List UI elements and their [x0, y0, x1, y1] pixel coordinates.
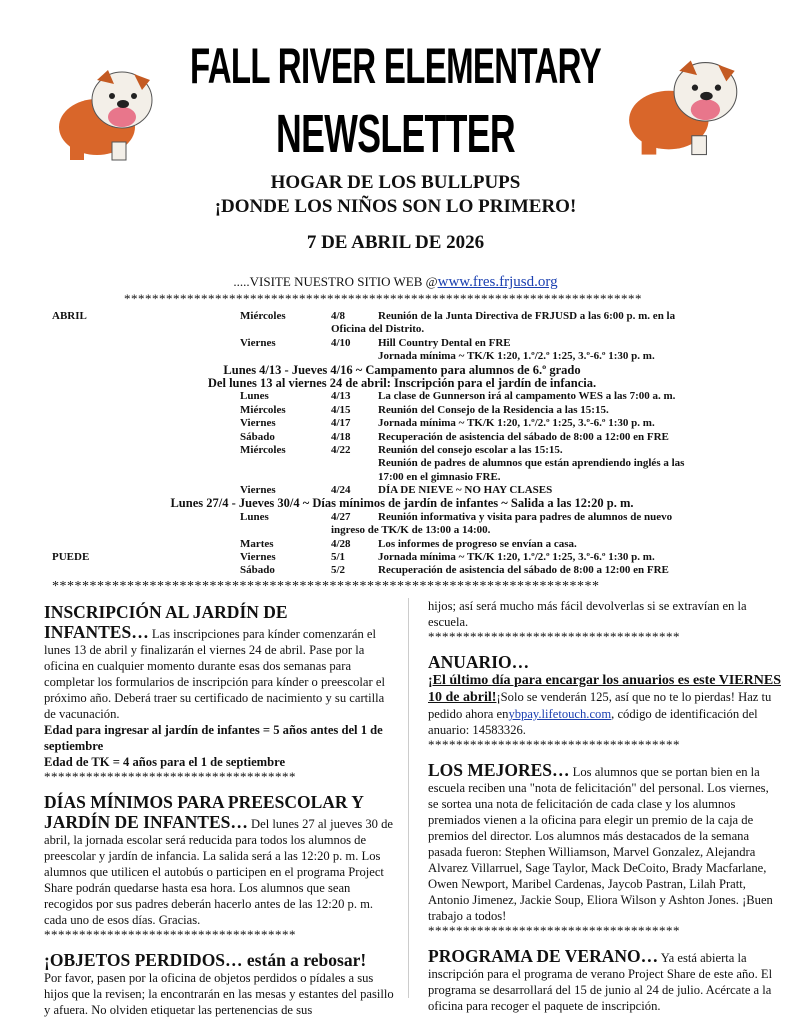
calendar-highlight-line — [52, 364, 752, 377]
calendar-date: 4/10 — [331, 336, 351, 349]
calendar-row — [52, 484, 752, 497]
best-students-heading: LOS MEJORES… — [428, 760, 570, 780]
website-line — [0, 274, 791, 291]
subtitle-home: HOGAR DE LOS BULLPUPS — [270, 172, 521, 193]
calendar-date: 4/18 — [331, 430, 351, 443]
calendar-event: Los informes de progreso se envían a casa. — [378, 537, 577, 550]
yearbook-deadline: ¡El último día para encargar los anuarios es este VIERNES 10 de abril! — [428, 673, 781, 705]
bulldog-mascot-right-icon — [627, 52, 742, 162]
calendar-row — [52, 538, 752, 551]
tk-age: Edad de TK = 4 años para el 1 de septiembre — [44, 755, 286, 769]
lost-found-body: Por favor, pasen por la oficina de objetos perdidos o pídales a sus hijos que la revisen; la encontrarán en las mesas y estantes del pasillo y afuera. No olviden etiquetar las pertenencias de sus — [44, 971, 394, 1017]
calendar-highlight-text: Lunes 27/4 - Jueves 30/4 ~ Días mínimos de jardín de infantes ~ Salida a las 12:20 p. m. — [170, 496, 634, 511]
kinder-heading-1: INSCRIPCIÓN AL JARDÍN DE — [44, 602, 288, 622]
best-students-body: Los alumnos que se portan bien en la escuela reciben una "nota de felicitación" del personal. Los viernes, se sortea una nota de felicitación de cada clase y los alumnos premiados vienen a la oficina para elegir un premio de la caja de premios del director. Los alumnos más destacados de la semana pasada fueron: Stephen Williamson, Marvel Gonzalez, Alejandra Alvarez Villarruel, Sage Taylor, Mack DeCoito, Brady Macfarlane, Owen Newport, Maribel Cardenas, Jaycob Pastran, Lilah Pratt, Antonio Jimenez, Jackie Soup, Eliora Wilson y Ashton Jones. ¡Buen trabajo a todos! — [428, 765, 773, 923]
column-divider — [408, 598, 409, 998]
calendar-date: 4/8 — [331, 310, 346, 322]
calendar-day: Viernes — [240, 551, 276, 564]
divider-stars: ************************************ — [428, 738, 680, 752]
calendar-day: Viernes — [240, 484, 276, 497]
yearbook-body-1: ¡Solo se venderán 125, así que no te lo pierdas! Haz tu pedido ahora en — [428, 690, 772, 721]
calendar-event: DÍA DE NIEVE ~ NO HAY CLASES — [378, 484, 553, 497]
divider-stars: ************************************ — [428, 630, 680, 644]
calendar-day: Lunes — [240, 510, 269, 523]
minimum-days-section — [44, 792, 396, 928]
calendar-day: Viernes — [240, 417, 276, 430]
calendar-row — [52, 323, 752, 336]
calendar-row — [52, 524, 752, 537]
calendar-row — [52, 431, 752, 444]
calendar-date: 4/27 — [331, 510, 351, 523]
yearbook-body-2: , código de identificación del anuario: 14583326. — [428, 707, 758, 737]
minimum-days-body: Del lunes 27 al jueves 30 de abril, la jornada escolar será reducida para todos los alumnos de preescolar y jardín de infancia. La salida será a las 12:20 p. m. Los alumnos que utilicen el autobús o participen en el programa Project Share podrán quedarse hasta esa hora. Los alumnos que sean recogidos por sus padres deberán hacerlo antes de las 12:20 p. m. cada uno de esos días. Gracias. — [44, 817, 394, 927]
bulldog-mascot-left-icon — [52, 62, 162, 167]
calendar-event: Jornada mínima ~ TK/K 1:20, 1.º/2.º 1:25, 3.º-6.º 1:30 p. m. — [378, 551, 655, 564]
newsletter-title-line1: FALL RIVER ELEMENTARY — [190, 38, 601, 94]
kinder-section — [44, 602, 396, 722]
kinder-body: Las inscripciones para kínder comenzarán el lunes 13 de abril y finalizarán el viernes 24 de abril. Pase por la oficina en cualquier momento durante esas dos semanas para completar los formularios de inscripción para kínder o preescolar el próximo año. Deberá traer su certificado de nacimiento y su cartilla de vacunación. — [44, 627, 385, 721]
calendar-day: Sábado — [240, 564, 275, 577]
calendar-event: La clase de Gunnerson irá al campamento WES a las 7:00 a. m. — [378, 390, 676, 403]
calendar-row — [52, 551, 752, 564]
calendar-day: Lunes — [240, 390, 269, 403]
calendar-row — [52, 350, 752, 363]
calendar-date: 4/17 — [331, 417, 351, 430]
calendar-row — [52, 564, 752, 577]
calendar-row — [52, 471, 752, 484]
calendar-day: Miércoles — [240, 403, 286, 416]
website-prefix: .....VISITE NUESTRO SITIO WEB @ — [233, 274, 438, 289]
calendar-event: Jornada mínima ~ TK/K 1:20, 1.º/2.º 1:25, 3.º-6.º 1:30 p. m. — [378, 417, 655, 430]
calendar-event-continued: ingreso de TK/K de 13:00 a 14:00. — [331, 524, 491, 537]
calendar-date: 5/1 — [331, 551, 346, 564]
calendar-row — [52, 404, 752, 417]
calendar-row — [52, 417, 752, 430]
calendar-row — [52, 310, 752, 323]
calendar-row — [52, 511, 752, 524]
calendar-day: Sábado — [240, 430, 275, 443]
summer-program-heading: PROGRAMA DE VERANO… — [428, 946, 659, 966]
calendar-date: 4/15 — [331, 403, 351, 416]
calendar-event: Recuperación de asistencia del sábado de 8:00 a 12:00 en FRE — [378, 564, 669, 577]
calendar-row — [52, 444, 752, 457]
calendar-event: Hill Country Dental en FRE — [378, 336, 511, 349]
best-students-section — [428, 760, 782, 924]
calendar-row — [52, 457, 752, 470]
kinder-age: Edad para ingresar al jardín de infantes = 5 años antes del 1 de septiembre — [44, 723, 383, 753]
calendar-date: 4/24 — [331, 484, 351, 497]
subtitle-motto: ¡DONDE LOS NIÑOS SON LO PRIMERO! — [214, 196, 577, 217]
yearbook-heading: ANUARIO… — [428, 652, 530, 672]
calendar-date: 5/2 — [331, 564, 346, 577]
right-column — [428, 598, 782, 1014]
calendar-event-continued: 17:00 en el gimnasio FRE. — [378, 470, 501, 483]
calendar-row — [52, 390, 752, 403]
divider-stars: ************************************************************************* — [52, 580, 600, 594]
calendar-highlight-text: Del lunes 13 al viernes 24 de abril: Inscripción para el jardín de infancia. — [207, 375, 597, 390]
divider-stars: ************************************ — [44, 770, 296, 784]
calendar-highlight-line — [52, 497, 752, 510]
newsletter-title-line2: NEWSLETTER — [276, 104, 515, 164]
calendar-month: PUEDE — [52, 551, 90, 564]
calendar-row — [52, 337, 752, 350]
left-column — [44, 602, 396, 1018]
calendar-day: Martes — [240, 537, 274, 550]
yearbook-section — [428, 672, 782, 738]
calendar-event: Reunión del consejo escolar a las 15:15. — [378, 443, 563, 456]
calendar-event: Reunión del Consejo de la Residencia a las 15:15. — [378, 403, 609, 416]
lost-found-body-continued: hijos; así será mucho más fácil devolverlas si se extravían en la escuela. — [428, 599, 747, 629]
calendar-event: Recuperación de asistencia del sábado de 8:00 a 12:00 en FRE — [378, 430, 669, 443]
calendar-event: Reunión de la Junta Directiva de FRJUSD a las 6:00 p. m. en la — [378, 310, 676, 322]
calendar-date: 4/13 — [331, 390, 351, 403]
newsletter-date: 7 DE ABRIL DE 2026 — [306, 232, 485, 253]
calendar-date: 4/22 — [331, 443, 351, 456]
divider-stars: ************************************ — [428, 924, 680, 938]
minimum-days-heading-2: JARDÍN DE INFANTES… — [44, 812, 248, 832]
calendar-event: Reunión informativa y visita para padres de alumnos de nuevo — [378, 510, 673, 523]
summer-program-body: Ya está abierta la inscripción para el programa de verano Project Share de este año. El programa se desarrollará del 15 de junio al 24 de julio. Acércate a la oficina para recoger el paquete de inscripción. — [428, 951, 773, 1013]
calendar-day: Miércoles — [240, 310, 286, 322]
calendar-event-continued: Reunión de padres de alumnos que están aprendiendo inglés a las — [378, 457, 685, 470]
calendar-event-continued: Oficina del Distrito. — [331, 323, 425, 336]
kinder-heading-2: INFANTES… — [44, 622, 149, 642]
lost-found-heading: ¡OBJETOS PERDIDOS… están a rebosar! — [44, 950, 367, 970]
calendar-month: ABRIL — [52, 310, 87, 322]
calendar-highlight-line — [52, 377, 752, 390]
summer-program-section — [428, 946, 782, 1014]
calendar-day: Viernes — [240, 336, 276, 349]
calendar-event-continued: Jornada mínima ~ TK/K 1:20, 1.º/2.º 1:25, 3.º-6.º 1:30 p. m. — [378, 350, 655, 363]
calendar-date: 4/28 — [331, 537, 351, 550]
website-link[interactable]: www.fres.frjusd.org — [437, 274, 558, 290]
minimum-days-heading-1: DÍAS MÍNIMOS PARA PREESCOLAR Y — [44, 792, 364, 812]
divider-stars: ************************************ — [44, 928, 296, 942]
yearbook-link[interactable]: ybpay.lifetouch.com — [508, 707, 612, 721]
divider-stars: ************************************************************************** — [124, 292, 642, 306]
calendar-day: Miércoles — [240, 443, 286, 456]
calendar-events — [52, 310, 752, 578]
calendar-highlight-text: Lunes 4/13 - Jueves 4/16 ~ Campamento para alumnos de 6.º grado — [223, 362, 581, 377]
